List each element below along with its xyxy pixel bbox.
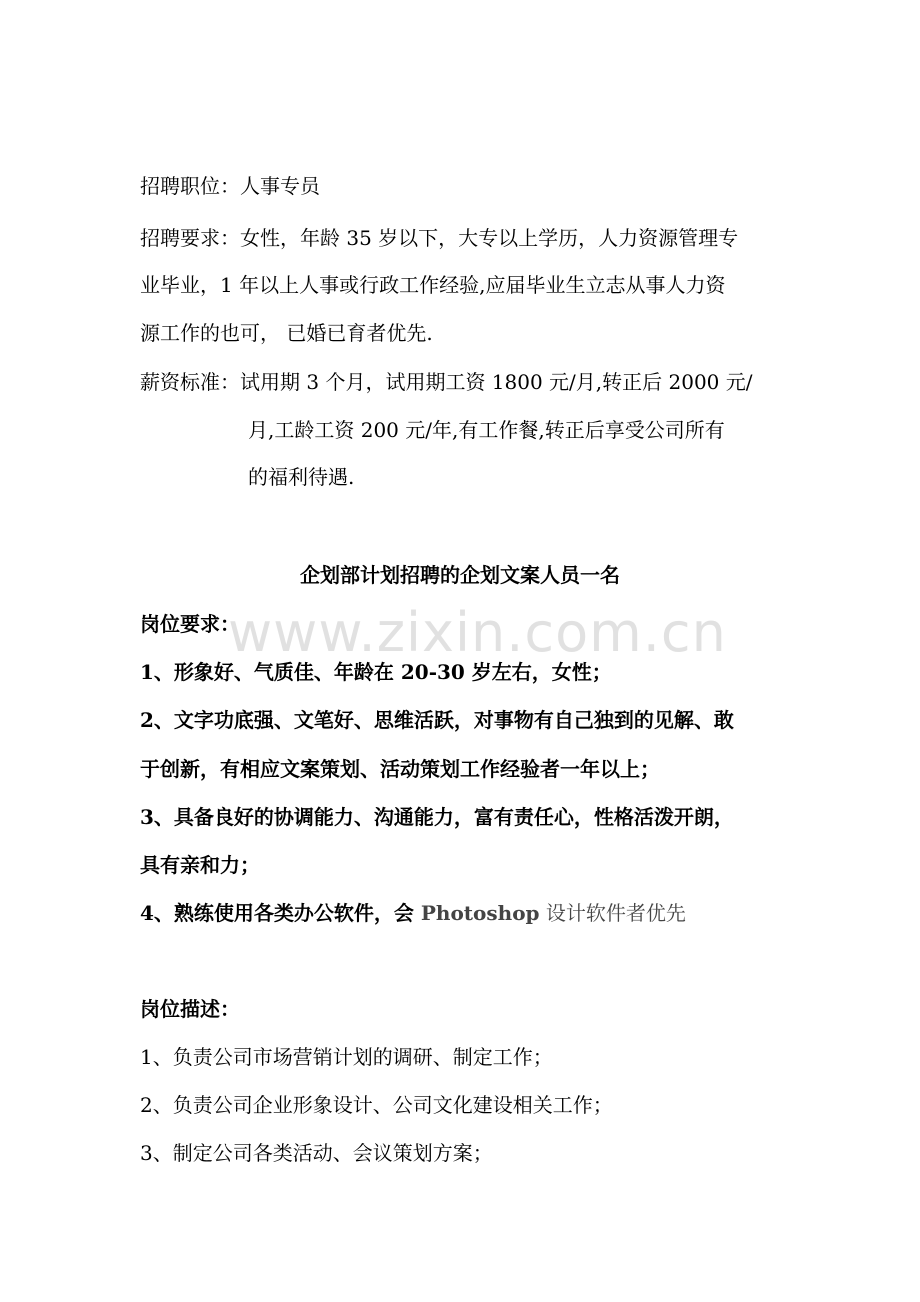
requirement-item-3-line-1: 3、具备良好的协调能力、沟通能力，富有责任心，性格活泼开朗， xyxy=(140,805,734,829)
requirement-item-1: 1、形象好、气质佳、年龄在 20-30 岁左右，女性； xyxy=(140,660,612,684)
requirement-item-4-software: Photoshop xyxy=(420,901,540,925)
requirements-line-1: 招聘要求：女性，年龄 35 岁以下，大专以上学历，人力资源管理专 xyxy=(140,226,739,250)
description-item-1: 1、负责公司市场营销计划的调研、制定工作； xyxy=(140,1045,553,1069)
salary-line-2: 月,工龄工资 200 元/年,有工作餐,转正后享受公司所有 xyxy=(248,418,725,442)
requirements-heading: 岗位要求： xyxy=(140,612,240,636)
requirement-item-2-line-1: 2、文字功底强、文笔好、思维活跃，对事物有自己独到的见解、敢 xyxy=(140,708,734,732)
description-heading: 岗位描述： xyxy=(140,997,240,1021)
salary-line-3: 的福利待遇. xyxy=(248,465,355,489)
section-title: 企划部计划招聘的企划文案人员一名 xyxy=(300,563,620,587)
requirements-line-2: 业毕业，1 年以上人事或行政工作经验,应届毕业生立志从事人力资 xyxy=(140,273,726,297)
requirement-item-4-prefix: 4、熟练使用各类办公软件，会 xyxy=(140,901,421,925)
description-item-2: 2、负责公司企业形象设计、公司文化建设相关工作； xyxy=(140,1093,613,1117)
watermark: www.zixin.com.cn xyxy=(228,601,727,664)
description-item-3: 3、制定公司各类活动、会议策划方案； xyxy=(140,1141,493,1165)
requirement-item-3-line-2: 具有亲和力； xyxy=(140,853,260,877)
requirement-item-4-suffix: 设计软件者优先 xyxy=(539,901,686,925)
requirements-line-3: 源工作的也可， 已婚已育者优先. xyxy=(140,321,433,345)
position-line: 招聘职位：人事专员 xyxy=(140,174,320,198)
requirement-item-2-line-2: 于创新，有相应文案策划、活动策划工作经验者一年以上； xyxy=(140,757,660,781)
salary-line-1: 薪资标准：试用期 3 个月，试用期工资 1800 元/月,转正后 2000 元/ xyxy=(140,370,753,394)
requirement-item-4 xyxy=(140,899,686,927)
